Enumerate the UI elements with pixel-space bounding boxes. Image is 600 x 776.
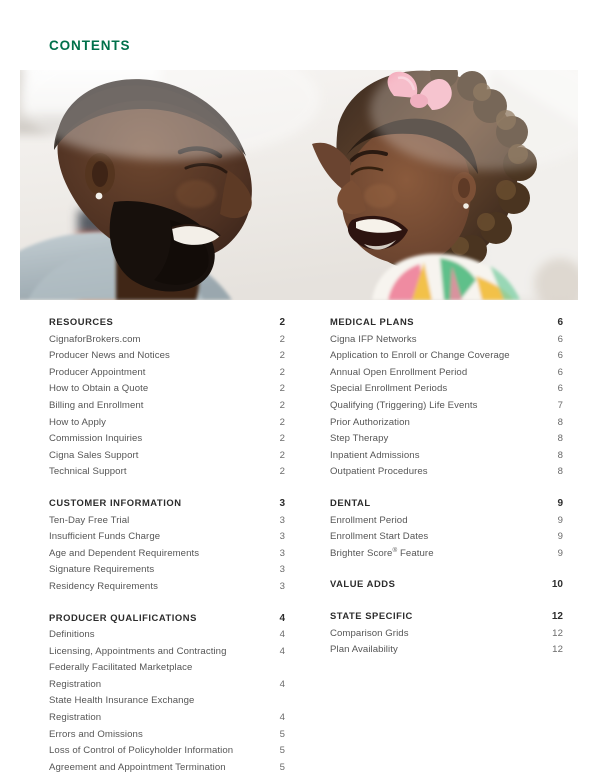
toc-entry[interactable] xyxy=(330,365,563,382)
toc-entry-label: Outpatient Procedures xyxy=(330,466,428,478)
toc-heading-label: VALUE ADDS xyxy=(330,578,396,590)
toc-entry[interactable] xyxy=(330,642,563,659)
toc-entry-page: 8 xyxy=(557,416,563,428)
toc-entry-page: 12 xyxy=(552,644,563,656)
toc-entry-label: Step Therapy xyxy=(330,433,389,445)
toc-entry-page: 7 xyxy=(557,399,563,411)
toc-entry[interactable] xyxy=(330,431,563,448)
toc-entry[interactable] xyxy=(49,546,285,563)
toc-heading-label: DENTAL xyxy=(330,496,371,508)
toc-entry[interactable] xyxy=(49,348,285,365)
toc-entry-page: 4 xyxy=(279,629,285,641)
toc-entry-page: 5 xyxy=(279,761,285,773)
toc-entry-page: 4 xyxy=(279,645,285,657)
toc-entry-page: 2 xyxy=(279,333,285,345)
toc-entry-page: 5 xyxy=(279,728,285,740)
toc-entry-label: Age and Dependent Requirements xyxy=(49,547,200,559)
toc-entry[interactable] xyxy=(49,513,285,530)
toc-section-heading[interactable] xyxy=(49,495,285,513)
toc-entry[interactable] xyxy=(330,626,563,643)
toc-entry-label: Errors and Omissions xyxy=(49,728,143,740)
toc-section-heading[interactable] xyxy=(330,608,563,626)
toc-heading-label: RESOURCES xyxy=(49,316,114,327)
toc-entry-label: Producer News and Notices xyxy=(49,350,170,362)
toc-entry-page: 9 xyxy=(557,514,563,526)
toc-entry-label: Brighter Score® Feature xyxy=(330,546,434,559)
toc-column-left xyxy=(49,314,285,776)
toc-heading-page: 10 xyxy=(551,579,563,591)
toc-entry-page: 5 xyxy=(279,745,285,757)
toc-entry-label: Cigna Sales Support xyxy=(49,449,139,461)
toc-entry[interactable] xyxy=(49,710,285,727)
toc-entry[interactable] xyxy=(49,743,285,760)
toc-entry-page: 2 xyxy=(279,383,285,395)
toc-entry-page: 9 xyxy=(557,531,563,543)
toc-entry-page: 4 xyxy=(279,712,285,724)
toc-entry[interactable] xyxy=(330,448,563,465)
toc-entry-label: Licensing, Appointments and Contracting xyxy=(49,645,227,657)
toc-entry-label: Comparison Grids xyxy=(330,627,409,639)
toc-heading-label: STATE SPECIFIC xyxy=(330,609,413,621)
toc-entry-page: 2 xyxy=(279,350,285,362)
toc-entry-page: 6 xyxy=(557,333,563,345)
toc-entry[interactable] xyxy=(49,562,285,579)
toc-entry[interactable] xyxy=(49,448,285,465)
toc-entry-page: 9 xyxy=(557,547,563,559)
toc-entry[interactable] xyxy=(330,529,563,546)
toc-entry-label: Enrollment Start Dates xyxy=(330,531,429,543)
toc-entry[interactable] xyxy=(49,627,285,644)
toc-entry-page: 2 xyxy=(279,449,285,461)
toc-entry-label: Residency Requirements xyxy=(49,580,158,592)
toc-entry-label: How to Obtain a Quote xyxy=(49,383,149,395)
toc-section-heading[interactable] xyxy=(330,576,563,594)
toc-entry-label: State Health Insurance Exchange xyxy=(49,695,195,707)
toc-entry-label: Commission Inquiries xyxy=(49,433,143,445)
toc-entry-label: Prior Authorization xyxy=(330,416,410,428)
toc-section-dental xyxy=(330,495,563,562)
toc-entry-label: Registration xyxy=(49,678,102,690)
toc-entry-page: 3 xyxy=(279,580,285,592)
toc-entry-page: 6 xyxy=(557,366,563,378)
toc-section-heading[interactable] xyxy=(330,314,563,332)
toc-entry[interactable] xyxy=(330,348,563,365)
toc-entry-label: Cigna IFP Networks xyxy=(330,333,417,345)
toc-entry-label: Ten-Day Free Trial xyxy=(49,514,130,526)
toc-section-heading[interactable] xyxy=(49,314,285,332)
toc-entry-label: Annual Open Enrollment Period xyxy=(330,366,468,378)
toc-entry[interactable] xyxy=(330,332,563,349)
toc-entry-page: 8 xyxy=(557,449,563,461)
toc-entry-page: 4 xyxy=(279,678,285,690)
toc-entry-label: Inpatient Admissions xyxy=(330,449,420,461)
toc-section-medical-plans xyxy=(330,314,563,481)
toc-entry-label: Special Enrollment Periods xyxy=(330,383,448,395)
toc-entry[interactable] xyxy=(49,381,285,398)
toc-entry[interactable] xyxy=(49,431,285,448)
toc-section-heading[interactable] xyxy=(49,610,285,628)
toc-entry-page: 2 xyxy=(279,466,285,478)
toc-heading-label: MEDICAL PLANS xyxy=(330,316,415,327)
toc-entry-page: 2 xyxy=(279,366,285,378)
toc-entry-page: 8 xyxy=(557,433,563,445)
toc-entry-label: Billing and Enrollment xyxy=(49,399,144,411)
toc-entry-page: 2 xyxy=(279,433,285,445)
toc-heading-page: 3 xyxy=(279,497,285,509)
hero-photo xyxy=(20,70,578,300)
toc-entry-page: 2 xyxy=(279,399,285,411)
toc-entry-label: Loss of Control of Policyholder Information xyxy=(49,745,234,757)
toc-entry-label: Registration xyxy=(49,712,102,724)
toc-entry-label: Enrollment Period xyxy=(330,514,408,526)
toc-entry-page: 3 xyxy=(279,547,285,559)
toc-heading-label: CUSTOMER INFORMATION xyxy=(49,496,182,508)
toc-entry[interactable] xyxy=(330,381,563,398)
toc-entry-label: Application to Enroll or Change Coverage xyxy=(330,350,510,362)
toc-heading-page: 4 xyxy=(279,612,285,624)
toc-entry-label: CignaforBrokers.com xyxy=(49,333,141,345)
toc-heading-page: 2 xyxy=(279,317,285,328)
toc-entry-page: 3 xyxy=(279,531,285,543)
toc-entry[interactable] xyxy=(330,513,563,530)
toc-entry[interactable] xyxy=(330,546,563,563)
toc-entry[interactable] xyxy=(330,415,563,432)
toc-entry[interactable] xyxy=(49,760,285,776)
toc-entry-label: How to Apply xyxy=(49,416,106,428)
toc-section-producer-qualifications xyxy=(49,610,285,776)
toc-entry[interactable] xyxy=(49,644,285,661)
toc-entry-page: 3 xyxy=(279,514,285,526)
toc-entry-page: 6 xyxy=(557,350,563,362)
toc-entry[interactable] xyxy=(330,464,563,481)
toc-entry-label: Agreement and Appointment Termination xyxy=(49,761,226,773)
toc-entry[interactable] xyxy=(330,398,563,415)
toc-entry-label: Federally Facilitated Marketplace xyxy=(49,662,193,674)
toc-entry-label: Producer Appointment xyxy=(49,366,146,378)
toc-column-right xyxy=(330,314,563,659)
toc-entry-label: Definitions xyxy=(49,629,95,641)
toc-section-resources xyxy=(49,314,285,481)
toc-entry-page: 6 xyxy=(557,383,563,395)
toc-heading-label: PRODUCER QUALIFICATIONS xyxy=(49,611,197,623)
toc-entry-label: Qualifying (Triggering) Life Events xyxy=(330,399,478,411)
toc-heading-page: 12 xyxy=(551,610,563,622)
toc-heading-page: 9 xyxy=(557,497,563,509)
toc-entry-label: Signature Requirements xyxy=(49,564,155,576)
toc-heading-page: 6 xyxy=(557,317,563,328)
toc-entry-page: 8 xyxy=(557,466,563,478)
toc-section-value-adds xyxy=(330,576,563,594)
toc-entry[interactable] xyxy=(49,415,285,432)
page-title: CONTENTS xyxy=(49,38,131,53)
toc-entry-label: Technical Support xyxy=(49,466,127,478)
toc-entry[interactable] xyxy=(49,464,285,481)
toc-section-state-specific xyxy=(330,608,563,659)
toc-entry[interactable] xyxy=(49,693,285,710)
toc-entry-label: Insufficient Funds Charge xyxy=(49,531,161,543)
toc-entry[interactable] xyxy=(49,727,285,744)
toc-entry-label: Plan Availability xyxy=(330,644,398,656)
toc-section-heading[interactable] xyxy=(330,495,563,513)
toc-entry[interactable] xyxy=(49,365,285,382)
toc-section-customer-information xyxy=(49,495,285,596)
toc-entry[interactable] xyxy=(49,398,285,415)
toc-entry[interactable] xyxy=(49,332,285,349)
toc-entry-page: 3 xyxy=(279,564,285,576)
toc-entry[interactable] xyxy=(49,677,285,694)
toc-entry-page: 2 xyxy=(279,416,285,428)
toc-entry[interactable] xyxy=(49,579,285,596)
toc-entry-page: 12 xyxy=(552,627,563,639)
toc-entry[interactable] xyxy=(49,660,285,677)
toc-entry[interactable] xyxy=(49,529,285,546)
